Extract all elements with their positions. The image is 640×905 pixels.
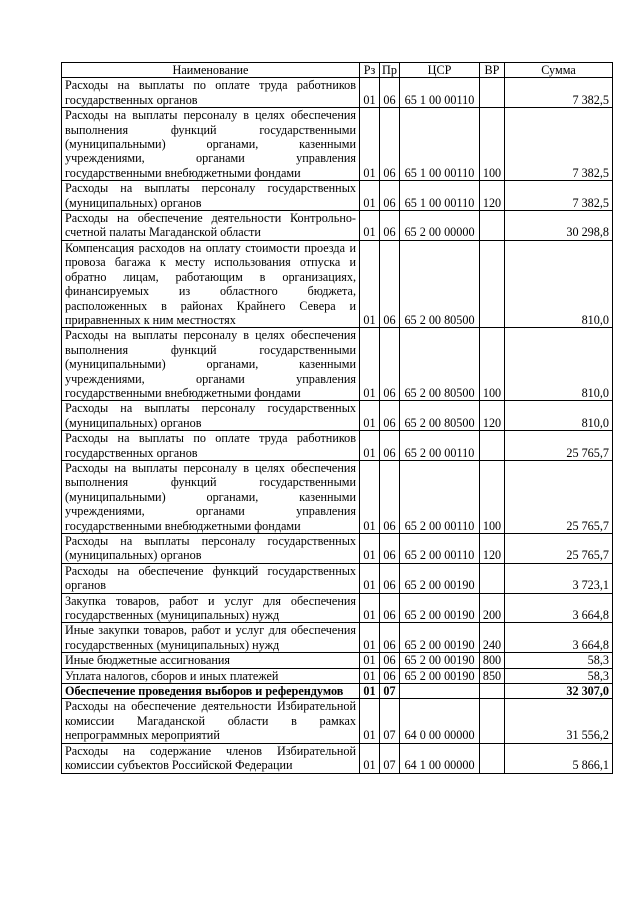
table-row (62, 593, 613, 623)
row-name: Расходы на содержание членов Избирательной комиссии субъектов Российской Федерации (62, 743, 360, 773)
row-csr: 65 2 00 00190 (400, 563, 480, 593)
row-vr: 100 (480, 460, 505, 533)
row-vr: 120 (480, 181, 505, 211)
row-sum: 32 307,0 (505, 684, 613, 699)
row-pr: 07 (380, 699, 400, 743)
row-vr: 800 (480, 653, 505, 668)
row-name: Закупка товаров, работ и услуг для обеспечения государственных (муниципальных) нужд (62, 593, 360, 623)
table-row (62, 328, 613, 401)
row-rz: 01 (360, 563, 380, 593)
row-csr: 65 2 00 00190 (400, 668, 480, 683)
row-rz: 01 (360, 240, 380, 327)
row-sum: 5 866,1 (505, 743, 613, 773)
row-pr: 06 (380, 593, 400, 623)
table-row (62, 181, 613, 211)
row-rz: 01 (360, 431, 380, 461)
row-rz: 01 (360, 593, 380, 623)
row-rz: 01 (360, 534, 380, 564)
row-rz: 01 (360, 684, 380, 699)
row-name: Расходы на выплаты персоналу государственных (муниципальных) органов (62, 534, 360, 564)
row-csr: 64 0 00 00000 (400, 699, 480, 743)
table-row (62, 699, 613, 743)
row-rz: 01 (360, 653, 380, 668)
table-row (62, 743, 613, 773)
row-sum: 58,3 (505, 668, 613, 683)
row-rz: 01 (360, 401, 380, 431)
row-pr: 06 (380, 668, 400, 683)
row-pr: 06 (380, 328, 400, 401)
row-name: Обеспечение проведения выборов и референдумов (62, 684, 360, 699)
table-row (62, 240, 613, 327)
row-vr (480, 684, 505, 699)
row-pr: 06 (380, 78, 400, 108)
row-name: Расходы на выплаты персоналу государственных (муниципальных) органов (62, 181, 360, 211)
row-vr: 200 (480, 593, 505, 623)
table-row (62, 211, 613, 241)
row-pr: 06 (380, 181, 400, 211)
row-sum: 7 382,5 (505, 108, 613, 181)
row-vr (480, 211, 505, 241)
row-vr: 120 (480, 401, 505, 431)
row-rz: 01 (360, 78, 380, 108)
row-rz: 01 (360, 699, 380, 743)
row-pr: 06 (380, 240, 400, 327)
row-vr (480, 431, 505, 461)
row-pr: 07 (380, 684, 400, 699)
table-row (62, 78, 613, 108)
row-name: Расходы на выплаты персоналу государственных (муниципальных) органов (62, 401, 360, 431)
header-name: Наименование (62, 63, 360, 78)
row-sum: 3 723,1 (505, 563, 613, 593)
row-csr: 65 2 00 80500 (400, 401, 480, 431)
row-csr: 65 2 00 00110 (400, 534, 480, 564)
row-sum: 25 765,7 (505, 431, 613, 461)
row-rz: 01 (360, 460, 380, 533)
table-header-row (62, 63, 613, 78)
table-row (62, 668, 613, 683)
row-sum: 810,0 (505, 328, 613, 401)
row-csr: 65 2 00 00190 (400, 623, 480, 653)
row-sum: 25 765,7 (505, 460, 613, 533)
row-vr (480, 240, 505, 327)
row-csr: 65 2 00 00190 (400, 593, 480, 623)
row-pr: 06 (380, 108, 400, 181)
row-csr: 65 2 00 00000 (400, 211, 480, 241)
row-csr: 65 2 00 80500 (400, 328, 480, 401)
row-name: Компенсация расходов на оплату стоимости проезда и провоза багажа к месту использования отпуска и обратно лицам, работающим в организациях, финансируемых из областного бюджета, расположенных в районах Крайнего Севера и приравненных к ним местностях (62, 240, 360, 327)
row-vr: 100 (480, 108, 505, 181)
row-pr: 06 (380, 623, 400, 653)
row-vr: 850 (480, 668, 505, 683)
row-sum: 25 765,7 (505, 534, 613, 564)
row-rz: 01 (360, 211, 380, 241)
row-vr (480, 743, 505, 773)
row-name: Расходы на обеспечение деятельности Избирательной комиссии Магаданской области в рамках непрограммных мероприятий (62, 699, 360, 743)
row-vr: 240 (480, 623, 505, 653)
row-sum: 810,0 (505, 240, 613, 327)
row-csr: 64 1 00 00000 (400, 743, 480, 773)
row-pr: 06 (380, 431, 400, 461)
row-rz: 01 (360, 108, 380, 181)
row-sum: 3 664,8 (505, 623, 613, 653)
row-name: Расходы на обеспечение функций государственных органов (62, 563, 360, 593)
row-csr: 65 2 00 00110 (400, 460, 480, 533)
row-sum: 31 556,2 (505, 699, 613, 743)
row-sum: 7 382,5 (505, 181, 613, 211)
table-row (62, 623, 613, 653)
table-row (62, 684, 613, 699)
row-vr (480, 699, 505, 743)
row-name: Расходы на выплаты персоналу в целях обеспечения выполнения функций государственными (муниципальными) органами, казенными учреждениями, органами управления государственными внебюджетными фондами (62, 460, 360, 533)
table-row (62, 534, 613, 564)
table-row (62, 460, 613, 533)
header-csr: ЦСР (400, 63, 480, 78)
row-vr (480, 563, 505, 593)
row-name: Иные бюджетные ассигнования (62, 653, 360, 668)
row-sum: 810,0 (505, 401, 613, 431)
row-vr: 120 (480, 534, 505, 564)
row-sum: 58,3 (505, 653, 613, 668)
budget-table (61, 62, 613, 774)
row-csr: 65 1 00 00110 (400, 181, 480, 211)
row-name: Расходы на выплаты по оплате труда работников государственных органов (62, 431, 360, 461)
row-sum: 30 298,8 (505, 211, 613, 241)
row-name: Расходы на выплаты по оплате труда работников государственных органов (62, 78, 360, 108)
table-body (62, 78, 613, 773)
header-pr: Пр (380, 63, 400, 78)
row-csr: 65 1 00 00110 (400, 108, 480, 181)
row-csr: 65 2 00 80500 (400, 240, 480, 327)
row-pr: 06 (380, 401, 400, 431)
row-sum: 7 382,5 (505, 78, 613, 108)
row-name: Расходы на выплаты персоналу в целях обеспечения выполнения функций государственными (муниципальными) органами, казенными учреждениями, органами управления государственными внебюджетными фондами (62, 108, 360, 181)
row-pr: 06 (380, 653, 400, 668)
table-row (62, 653, 613, 668)
header-rz: Рз (360, 63, 380, 78)
row-csr: 65 2 00 00110 (400, 431, 480, 461)
row-pr: 06 (380, 211, 400, 241)
row-name: Расходы на обеспечение деятельности Контрольно-счетной палаты Магаданской области (62, 211, 360, 241)
row-csr: 65 2 00 00190 (400, 653, 480, 668)
row-csr (400, 684, 480, 699)
row-vr (480, 78, 505, 108)
table-row (62, 108, 613, 181)
row-name: Расходы на выплаты персоналу в целях обеспечения выполнения функций государственными (муниципальными) органами, казенными учреждениями, органами управления государственными внебюджетными фондами (62, 328, 360, 401)
header-vr: ВР (480, 63, 505, 78)
row-sum: 3 664,8 (505, 593, 613, 623)
header-sum: Сумма (505, 63, 613, 78)
table-row (62, 563, 613, 593)
table-row (62, 401, 613, 431)
row-pr: 06 (380, 460, 400, 533)
row-pr: 07 (380, 743, 400, 773)
row-rz: 01 (360, 328, 380, 401)
row-vr: 100 (480, 328, 505, 401)
row-csr: 65 1 00 00110 (400, 78, 480, 108)
row-name: Уплата налогов, сборов и иных платежей (62, 668, 360, 683)
row-rz: 01 (360, 743, 380, 773)
row-rz: 01 (360, 181, 380, 211)
table-row (62, 431, 613, 461)
row-rz: 01 (360, 668, 380, 683)
row-pr: 06 (380, 563, 400, 593)
row-name: Иные закупки товаров, работ и услуг для обеспечения государственных (муниципальных) нужд (62, 623, 360, 653)
row-rz: 01 (360, 623, 380, 653)
row-pr: 06 (380, 534, 400, 564)
